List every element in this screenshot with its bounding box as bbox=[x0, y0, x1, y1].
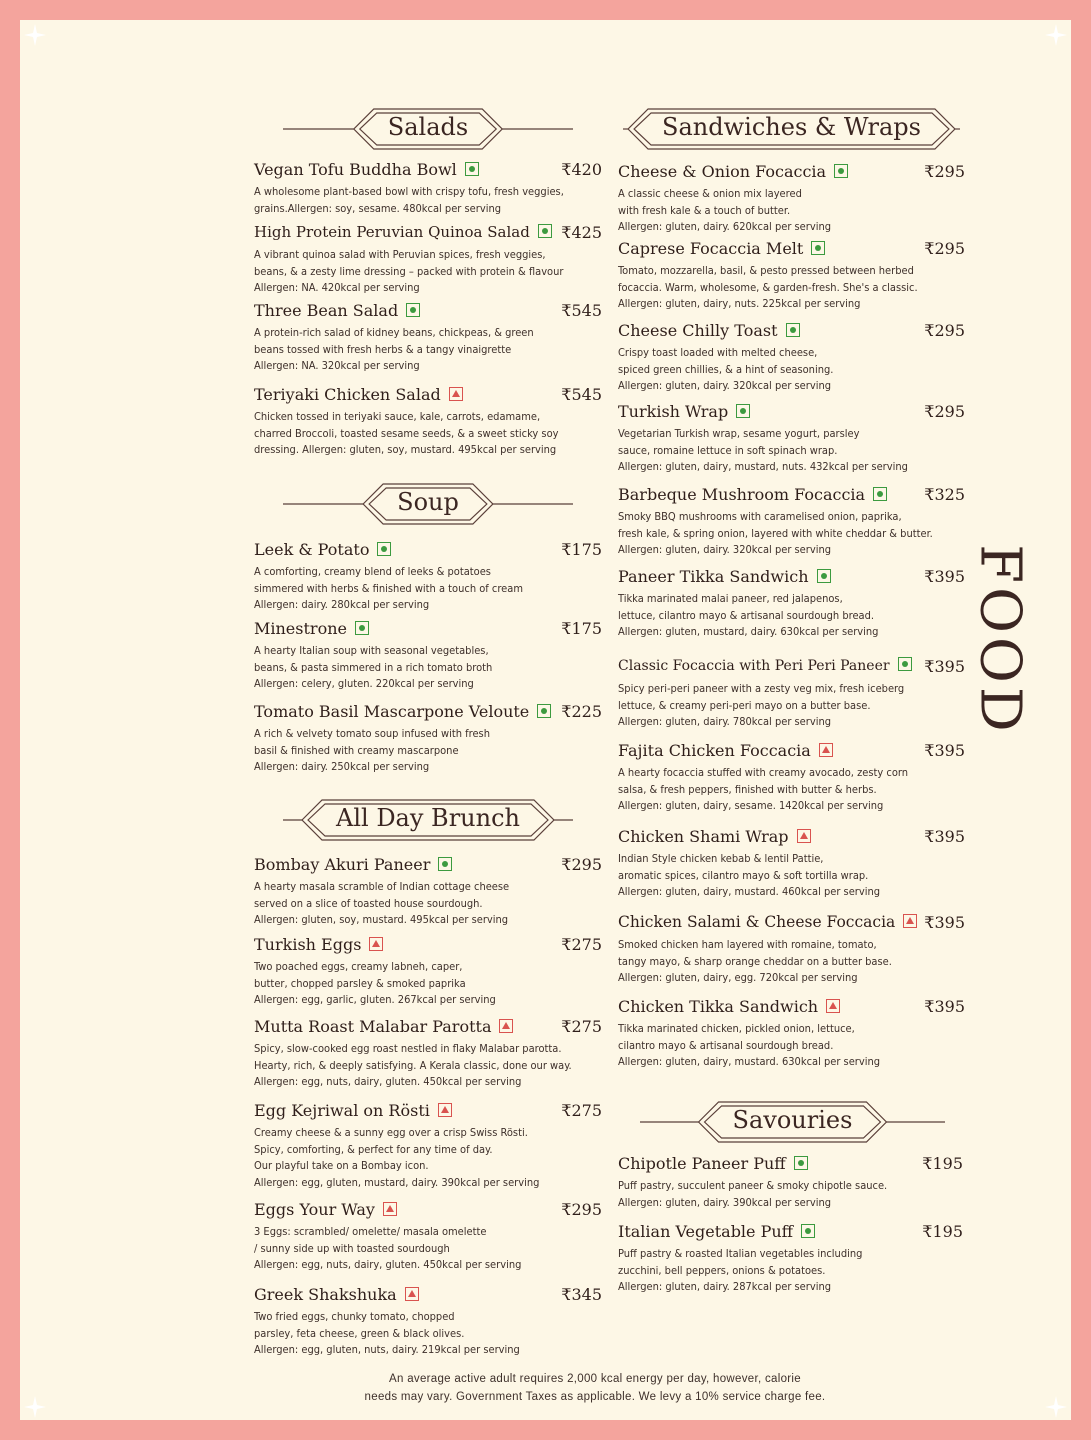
item-header bbox=[618, 1222, 963, 1246]
item-name: Chicken Shami Wrap bbox=[618, 827, 789, 846]
item-description: A protein-rich salad of kidney beans, chickpeas, & green beans tossed with fresh herbs & a tangy vinaigrette Allergen: NA. 320kcal per serving bbox=[254, 326, 534, 372]
nonveg-icon bbox=[499, 1019, 513, 1033]
item-name: Mutta Roast Malabar Parotta bbox=[254, 1017, 492, 1036]
menu-item bbox=[254, 702, 602, 776]
item-description: 3 Eggs: scrambled/ omelette/ masala omelette / sunny side up with toasted sourdough Allergen: egg, nuts, dairy, gluten. 450kcal per serving bbox=[254, 1225, 522, 1271]
section-header-savouries bbox=[640, 1100, 945, 1144]
item-header bbox=[618, 657, 965, 681]
item-header bbox=[254, 1101, 602, 1125]
item-description: Spicy, slow-cooked egg roast nestled in flaky Malabar parotta. Hearty, rich, & deeply satisfying. A Kerala classic, done our way. Allergen: egg, nuts, dairy, gluten. 450kcal per serving bbox=[254, 1042, 572, 1088]
item-header bbox=[254, 1017, 602, 1041]
nonveg-icon bbox=[797, 829, 811, 843]
item-price: ₹425 bbox=[561, 223, 602, 242]
item-price: ₹175 bbox=[561, 540, 602, 559]
item-description: Tomato, mozzarella, basil, & pesto pressed between herbed focaccia. Warm, wholesome, & garden-fresh. She's a classic. Allergen: gluten, dairy, nuts. 225kcal per serving bbox=[618, 264, 918, 310]
item-header bbox=[618, 239, 965, 263]
section-header-salads bbox=[283, 107, 573, 151]
menu-item bbox=[254, 1101, 602, 1191]
item-description: Two fried eggs, chunky tomato, chopped parsley, feta cheese, green & black olives. Allergen: egg, gluten, nuts, dairy. 219kcal per serving bbox=[254, 1310, 520, 1356]
item-header bbox=[254, 935, 602, 959]
item-header bbox=[254, 223, 602, 247]
item-header bbox=[618, 913, 965, 937]
item-name: Greek Shakshuka bbox=[254, 1285, 397, 1304]
veg-icon bbox=[898, 657, 912, 671]
section-title: All Day Brunch bbox=[336, 804, 520, 832]
item-description: A hearty masala scramble of Indian cottage cheese served on a slice of toasted house sourdough. Allergen: gluten, soy, mustard. 495kcal per serving bbox=[254, 880, 510, 926]
section-header-all-day-brunch bbox=[283, 798, 573, 842]
veg-icon bbox=[377, 542, 391, 556]
item-name: Cheese & Onion Focaccia bbox=[618, 162, 827, 181]
item-price: ₹395 bbox=[924, 657, 965, 676]
section-title: Savouries bbox=[732, 1106, 853, 1134]
item-header bbox=[254, 160, 602, 184]
item-price: ₹295 bbox=[561, 1200, 602, 1219]
item-price: ₹395 bbox=[924, 997, 965, 1016]
item-description: A wholesome plant-based bowl with crispy tofu, fresh veggies, grains.Allergen: soy, sesame. 480kcal per serving bbox=[254, 185, 564, 215]
veg-icon bbox=[465, 162, 479, 176]
menu-item bbox=[254, 540, 602, 614]
item-price: ₹545 bbox=[561, 301, 602, 320]
item-price: ₹420 bbox=[561, 160, 602, 179]
item-description: Vegetarian Turkish wrap, sesame yogurt, parsley sauce, romaine lettuce in soft spinach wrap. Allergen: gluten, dairy, mustard, nuts. 432kcal per serving bbox=[618, 427, 908, 473]
item-name: Cheese Chilly Toast bbox=[618, 321, 778, 340]
item-description: Creamy cheese & a sunny egg over a crisp Swiss Rösti. Spicy, comforting, & perfect for any time of day. Our playful take on a Bombay icon. Allergen: egg, gluten, mustard, dairy. 390kcal per serving bbox=[254, 1126, 540, 1189]
item-header bbox=[618, 485, 965, 509]
menu-item bbox=[254, 385, 602, 459]
nonveg-icon bbox=[903, 914, 917, 928]
item-name: Tomato Basil Mascarpone Veloute bbox=[254, 702, 530, 721]
item-name: Fajita Chicken Foccacia bbox=[618, 741, 811, 760]
menu-item bbox=[254, 301, 602, 375]
item-description: Chicken tossed in teriyaki sauce, kale, carrots, edamame, charred Broccoli, toasted sesame seeds, & a sweet sticky soy dressing. Allergen: gluten, soy, mustard. 495kcal per serving bbox=[254, 410, 559, 456]
item-price: ₹295 bbox=[924, 239, 965, 258]
corner-star-icon bbox=[24, 24, 46, 46]
item-price: ₹295 bbox=[924, 162, 965, 181]
veg-icon bbox=[537, 704, 551, 718]
item-name: Egg Kejriwal on Rösti bbox=[254, 1101, 430, 1120]
menu-item bbox=[618, 997, 965, 1071]
item-name: Leek & Potato bbox=[254, 540, 370, 559]
item-header bbox=[618, 162, 965, 186]
item-header bbox=[618, 402, 965, 426]
item-price: ₹225 bbox=[561, 702, 602, 721]
item-price: ₹545 bbox=[561, 385, 602, 404]
item-name: Chipotle Paneer Puff bbox=[618, 1154, 786, 1173]
menu-item bbox=[254, 160, 602, 217]
menu-item bbox=[254, 1017, 602, 1091]
item-header bbox=[254, 855, 602, 879]
item-price: ₹195 bbox=[922, 1154, 963, 1173]
item-header bbox=[254, 702, 602, 726]
item-price: ₹195 bbox=[922, 1222, 963, 1241]
menu-item bbox=[618, 321, 965, 395]
section-header-soup bbox=[283, 482, 573, 526]
item-header bbox=[618, 827, 965, 851]
menu-item bbox=[618, 1154, 963, 1211]
menu-item bbox=[618, 162, 965, 236]
item-name: High Protein Peruvian Quinoa Salad bbox=[254, 223, 530, 241]
section-title: Soup bbox=[397, 488, 459, 516]
item-description: A vibrant quinoa salad with Peruvian spices, fresh veggies, beans, & a zesty lime dressing – packed with protein & flavour Allergen: NA. 420kcal per serving bbox=[254, 248, 564, 294]
menu-item bbox=[618, 913, 965, 987]
item-header bbox=[254, 301, 602, 325]
menu-item bbox=[254, 935, 602, 1009]
item-price: ₹275 bbox=[561, 1101, 602, 1120]
corner-star-icon bbox=[1045, 1396, 1067, 1418]
veg-icon bbox=[801, 1224, 815, 1238]
nonveg-icon bbox=[405, 1287, 419, 1301]
item-price: ₹275 bbox=[561, 935, 602, 954]
item-description: A hearty focaccia stuffed with creamy avocado, zesty corn salsa, & fresh peppers, finished with butter & herbs. Allergen: gluten, dairy, sesame. 1420kcal per serving bbox=[618, 766, 909, 812]
item-header bbox=[254, 385, 602, 409]
item-name: Chicken Tikka Sandwich bbox=[618, 997, 819, 1016]
nonveg-icon bbox=[819, 743, 833, 757]
menu-item bbox=[618, 485, 965, 559]
item-price: ₹325 bbox=[924, 485, 965, 504]
corner-star-icon bbox=[24, 1396, 46, 1418]
menu-item bbox=[618, 567, 965, 641]
item-name: Paneer Tikka Sandwich bbox=[618, 567, 809, 586]
side-title: FOOD bbox=[967, 544, 1033, 736]
item-price: ₹295 bbox=[924, 402, 965, 421]
item-description: Spicy peri-peri paneer with a zesty veg mix, fresh iceberg lettuce, & creamy peri-peri mayo on a butter base. Allergen: gluten, dairy. 780kcal per serving bbox=[618, 682, 905, 728]
menu-item bbox=[618, 402, 965, 476]
veg-icon bbox=[355, 621, 369, 635]
section-header-sandwiches-wraps bbox=[623, 107, 960, 151]
menu-item bbox=[254, 223, 602, 297]
item-name: Turkish Wrap bbox=[618, 402, 729, 421]
item-name: Caprese Focaccia Melt bbox=[618, 239, 804, 258]
menu-item bbox=[254, 855, 602, 929]
item-price: ₹395 bbox=[924, 567, 965, 586]
item-header bbox=[254, 1285, 602, 1309]
section-title: Salads bbox=[387, 113, 469, 141]
item-description: Smoked chicken ham layered with romaine, tomato, tangy mayo, & sharp orange cheddar on a butter base. Allergen: gluten, dairy, egg. 720kcal per serving bbox=[618, 938, 892, 984]
item-name: Bombay Akuri Paneer bbox=[254, 855, 431, 874]
section-title: Sandwiches & Wraps bbox=[662, 113, 921, 141]
veg-icon bbox=[786, 323, 800, 337]
item-description: A rich & velvety tomato soup infused with fresh basil & finished with creamy mascarpone Allergen: dairy. 250kcal per serving bbox=[254, 727, 490, 773]
nonveg-icon bbox=[369, 937, 383, 951]
nonveg-icon bbox=[438, 1103, 452, 1117]
veg-icon bbox=[834, 164, 848, 178]
menu-item bbox=[254, 619, 602, 693]
item-price: ₹395 bbox=[924, 741, 965, 760]
item-price: ₹395 bbox=[924, 913, 965, 932]
nonveg-icon bbox=[383, 1202, 397, 1216]
item-header bbox=[618, 741, 965, 765]
item-description: Crispy toast loaded with melted cheese, spiced green chillies, & a hint of seasoning. Allergen: gluten, dairy. 320kcal per serving bbox=[618, 346, 834, 392]
item-header bbox=[254, 619, 602, 643]
veg-icon bbox=[794, 1156, 808, 1170]
item-header bbox=[618, 1154, 963, 1178]
item-description: A classic cheese & onion mix layered with fresh kale & a touch of butter. Allergen: gluten, dairy. 620kcal per serving bbox=[618, 187, 831, 233]
item-description: Smoky BBQ mushrooms with caramelised onion, paprika, fresh kale, & spring onion, layered with white cheddar & butter. Allergen: gluten, dairy. 320kcal per serving bbox=[618, 510, 933, 556]
nonveg-icon bbox=[826, 999, 840, 1013]
item-name: Teriyaki Chicken Salad bbox=[254, 385, 441, 404]
item-price: ₹175 bbox=[561, 619, 602, 638]
item-header bbox=[618, 321, 965, 345]
veg-icon bbox=[736, 404, 750, 418]
veg-icon bbox=[811, 241, 825, 255]
veg-icon bbox=[438, 857, 452, 871]
item-description: Two poached eggs, creamy labneh, caper, butter, chopped parsley & smoked paprika Allergen: egg, garlic, gluten. 267kcal per serving bbox=[254, 960, 496, 1006]
item-description: A comforting, creamy blend of leeks & potatoes simmered with herbs & finished with a touch of cream Allergen: dairy. 280kcal per serving bbox=[254, 565, 523, 611]
menu-item bbox=[618, 827, 965, 901]
menu-item bbox=[618, 1222, 963, 1296]
item-header bbox=[618, 567, 965, 591]
nonveg-icon bbox=[449, 387, 463, 401]
menu-item bbox=[254, 1200, 602, 1274]
item-description: Indian Style chicken kebab & lentil Pattie, aromatic spices, cilantro mayo & soft tortilla wrap. Allergen: gluten, dairy, mustard. 460kcal per serving bbox=[618, 852, 881, 898]
item-name: Italian Vegetable Puff bbox=[618, 1222, 794, 1241]
menu-item bbox=[618, 657, 965, 731]
item-description: Tikka marinated chicken, pickled onion, lettuce, cilantro mayo & artisanal sourdough bread. Allergen: gluten, dairy, mustard. 630kcal per serving bbox=[618, 1022, 881, 1068]
veg-icon bbox=[538, 224, 552, 238]
item-description: Tikka marinated malai paneer, red jalapenos, lettuce, cilantro mayo & artisanal sourdough bread. Allergen: gluten, mustard, dairy. 630kcal per serving bbox=[618, 592, 879, 638]
menu-item bbox=[618, 741, 965, 815]
veg-icon bbox=[817, 569, 831, 583]
item-name: Barbeque Mushroom Focaccia bbox=[618, 485, 866, 504]
corner-star-icon bbox=[1045, 24, 1067, 46]
item-price: ₹295 bbox=[561, 855, 602, 874]
item-price: ₹345 bbox=[561, 1285, 602, 1304]
item-header bbox=[618, 997, 965, 1021]
item-name: Minestrone bbox=[254, 619, 347, 638]
item-price: ₹395 bbox=[924, 827, 965, 846]
item-name: Three Bean Salad bbox=[254, 301, 399, 320]
item-name: Vegan Tofu Buddha Bowl bbox=[254, 160, 457, 179]
item-price: ₹275 bbox=[561, 1017, 602, 1036]
menu-item bbox=[254, 1285, 602, 1359]
item-price: ₹295 bbox=[924, 321, 965, 340]
item-header bbox=[254, 1200, 602, 1224]
veg-icon bbox=[406, 303, 420, 317]
item-description: A hearty Italian soup with seasonal vegetables, beans, & pasta simmered in a rich tomato broth Allergen: celery, gluten. 220kcal per serving bbox=[254, 644, 493, 690]
item-name: Eggs Your Way bbox=[254, 1200, 375, 1219]
veg-icon bbox=[873, 487, 887, 501]
item-header bbox=[254, 540, 602, 564]
item-name: Chicken Salami & Cheese Foccacia bbox=[618, 913, 896, 931]
item-name: Classic Focaccia with Peri Peri Paneer bbox=[618, 658, 890, 674]
footer-note: An average active adult requires 2,000 kcal energy per day, however, calorie needs may vary. Government Taxes as applicable. We levy a 10% service charge fee. bbox=[364, 1373, 826, 1403]
item-description: Puff pastry, succulent paneer & smoky chipotle sauce. Allergen: gluten, dairy. 390kcal per serving bbox=[618, 1179, 888, 1209]
item-name: Turkish Eggs bbox=[254, 935, 362, 954]
item-description: Puff pastry & roasted Italian vegetables including zucchini, bell peppers, onions & potatoes. Allergen: gluten, dairy. 287kcal per serving bbox=[618, 1247, 863, 1293]
menu-item bbox=[618, 239, 965, 313]
